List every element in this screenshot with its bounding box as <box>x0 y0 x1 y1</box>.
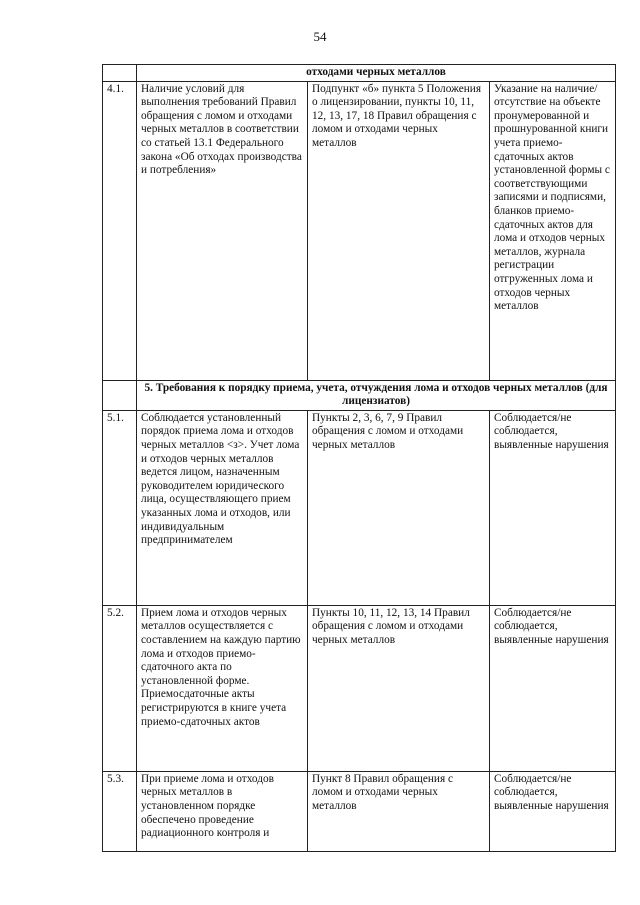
requirement-cell: Наличие условий для выполнения требований Правил обращения с ломом и отходами черных металлов в соответствии со статьей 13.1 Федерального закона «Об отходах производства и потребления» <box>137 81 308 380</box>
continued-heading: отходами черных металлов <box>137 65 616 82</box>
basis-cell: Пункты 10, 11, 12, 13, 14 Правил обращения с ломом и отходами черных металлов <box>308 605 490 771</box>
answer-cell: Соблюдается/не соблюдается, выявленные нарушения <box>490 410 616 605</box>
table-row <box>103 81 616 380</box>
section-heading-row <box>103 380 616 410</box>
table-row <box>103 410 616 605</box>
page-number: 54 <box>313 29 327 44</box>
answer-cell: Соблюдается/не соблюдается, выявленные нарушения <box>490 605 616 771</box>
requirement-cell: Прием лома и отходов черных металлов осуществляется с составлением на каждую партию лома и отходов приемо-сдаточного акта по установленной форме. Приемосдаточные акты регистрируются в книге учета приемо-сдаточных актов <box>137 605 308 771</box>
row-number: 5.1. <box>103 410 137 605</box>
table-cell <box>103 65 137 82</box>
row-number: 4.1. <box>103 81 137 380</box>
row-number: 5.3. <box>103 771 137 851</box>
table-cell <box>103 380 137 410</box>
requirements-table <box>102 64 616 852</box>
answer-cell: Соблюдается/не соблюдается, выявленные нарушения <box>490 771 616 851</box>
answer-cell: Указание на наличие/отсутствие на объекте пронумерованной и прошнурованной книги учета приемо-сдаточных актов установленной формы с соответствующими записями и подписями, бланков приемо-сдаточных актов для лома и отходов черных металлов, журнала регистрации отгруженных лома и отходов черных металлов <box>490 81 616 380</box>
basis-cell: Подпункт «б» пункта 5 Положения о лицензировании, пункты 10, 11, 12, 13, 17, 18 Правил обращения с ломом и отходами черных металлов <box>308 81 490 380</box>
table-row <box>103 605 616 771</box>
basis-cell: Пункт 8 Правил обращения с ломом и отходами черных металлов <box>308 771 490 851</box>
section-heading: 5. Требования к порядку приема, учета, отчуждения лома и отходов черных металлов (для лицензиатов) <box>137 380 616 410</box>
requirement-cell: Соблюдается установленный порядок приема лома и отходов черных металлов <з>. Учет лома и отходов черных металлов ведется лицом, назначенным руководителем юридического лица, осуществляющего прием указанных лома и отходов, или индивидуальным предпринимателем <box>137 410 308 605</box>
basis-cell: Пункты 2, 3, 6, 7, 9 Правил обращения с ломом и отходами черных металлов <box>308 410 490 605</box>
continued-heading-row <box>103 65 616 82</box>
table-row <box>103 771 616 851</box>
requirement-cell: При приеме лома и отходов черных металлов в установленном порядке обеспечено проведение радиационного контроля и <box>137 771 308 851</box>
row-number: 5.2. <box>103 605 137 771</box>
